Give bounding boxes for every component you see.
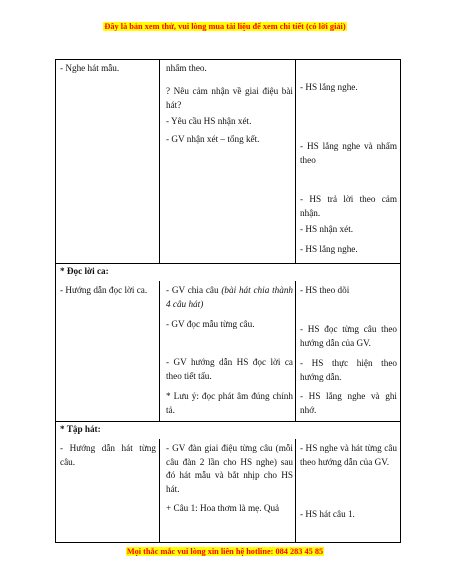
teacher-step: nhẩm theo. [166, 63, 207, 73]
hotline-notice-banner: Mọi thắc mắc vui lòng xin liên hệ hotline: 084 283 45 85 [126, 547, 324, 556]
column-divider [295, 281, 296, 421]
row-divider [56, 263, 400, 264]
student-step: - HS theo dõi [300, 285, 350, 295]
column-divider [159, 60, 160, 263]
teacher-step: - GV hướng dẫn HS đọc lời ca theo tiết tấu. [166, 357, 293, 381]
teacher-step: ? Nêu cảm nhận về giai điệu bài hát? [166, 86, 293, 110]
student-step: - HS hát câu 1. [300, 509, 355, 519]
student-step: - HS thực hiện theo hướng dẫn. [300, 358, 397, 382]
row-divider [56, 421, 400, 422]
student-step: - HS lắng nghe và nhẩm theo [300, 141, 397, 165]
preview-notice-banner: Đây là bản xem thử, vui lòng mua tài liệu để xem chi tiết (có lời giải) [104, 22, 346, 31]
teacher-step: - Yêu cầu HS nhận xét. [166, 116, 252, 126]
student-step: - HS trả lời theo cảm nhận. [300, 194, 397, 218]
teacher-step: * Lưu ý: đọc phát âm đúng chính tả. [166, 391, 293, 415]
teacher-step: + Câu 1: Hoa thơm là mẹ. Quả [166, 503, 280, 513]
teacher-step: - GV đàn giai điệu từng câu (mỗi câu đàn 2 lần cho HS nghe) sau đó hát mẫu và bắt nhịp cho HS hát. [166, 443, 293, 494]
student-step: - HS lắng nghe và ghi nhớ. [300, 391, 397, 415]
section-title: * Tập hát: [60, 424, 101, 434]
activity-cell: - Nghe hát mẫu. [60, 63, 120, 73]
student-step: - HS nghe và hát từng câu theo hướng dẫn của GV. [300, 443, 397, 467]
column-divider [295, 439, 296, 543]
activity-cell: - Hướng dẫn đọc lời ca. [60, 285, 148, 295]
section-title: * Đọc lời ca: [60, 266, 109, 276]
student-step: - HS đọc từng câu theo hướng dẫn của GV. [300, 324, 397, 348]
student-step: - HS lắng nghe. [300, 82, 358, 92]
student-step: - HS lắng nghe. [300, 244, 358, 254]
column-divider [295, 60, 296, 263]
teacher-step: - GV đọc mẫu từng câu. [166, 319, 255, 329]
lesson-activity-table [55, 59, 401, 543]
column-divider [159, 439, 160, 543]
student-step: - HS nhận xét. [300, 224, 354, 234]
column-divider [159, 281, 160, 421]
teacher-step: - GV chia câu (bài hát chia thành 4 câu hát) [166, 285, 294, 309]
activity-cell: - Hướng dẫn hát từng câu. [60, 443, 156, 467]
teacher-step: - GV nhận xét – tổng kết. [166, 134, 260, 144]
